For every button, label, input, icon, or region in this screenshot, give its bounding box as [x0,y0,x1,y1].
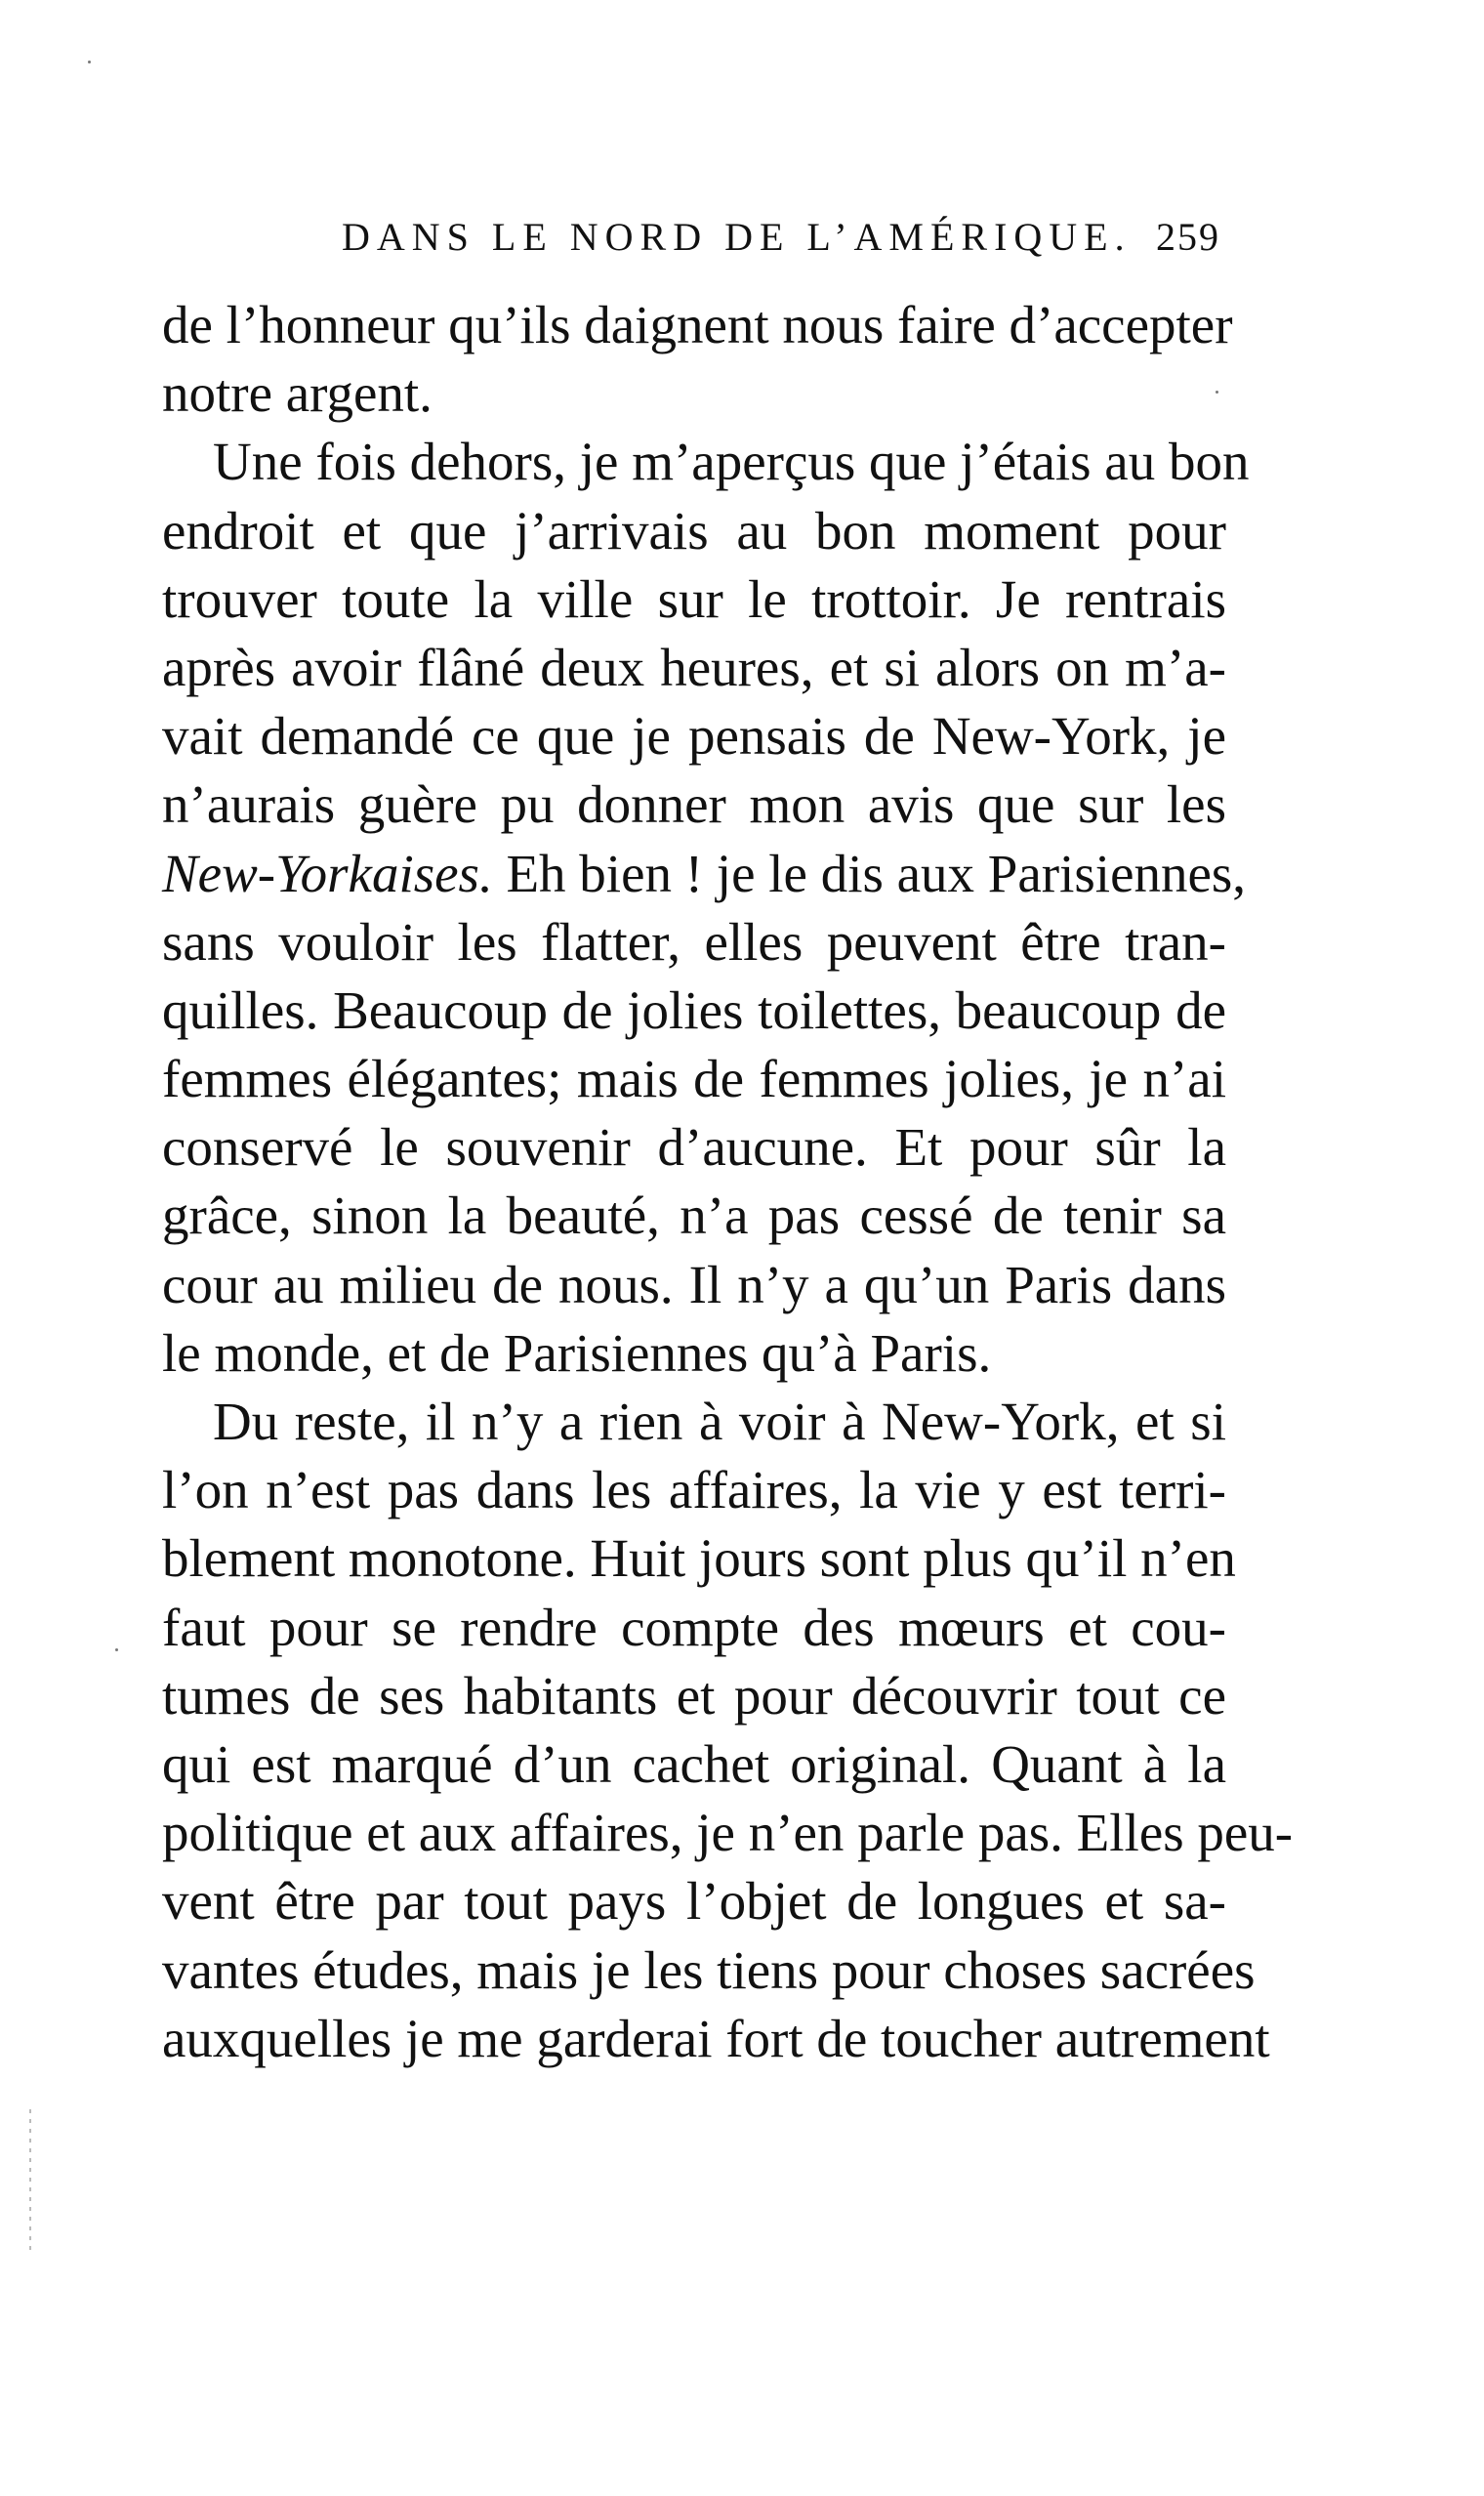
text-line: qui est marqué d’un cachet original. Quant à la [162,1733,1226,1794]
text-line: tumes de ses habitants et pour découvrir tout ce [162,1665,1226,1726]
italic-phrase: New-Yorkaises. [162,843,493,903]
text-line: trouver toute la ville sur le trottoir. Je rentrais [162,568,1226,629]
text-line: n’aurais guère pu donner mon avis que sur les [162,774,1226,835]
text-line: endroit et que j’arrivais au bon moment pour [162,500,1226,561]
page-number: 259 [1156,215,1220,259]
paper-speck [88,61,91,63]
text-line: femmes élégantes; mais de femmes jolies, je n’ai [162,1049,1226,1109]
text-line: politique et aux affaires, je n’en parle pas. Elles peu- [162,1803,1294,1863]
text-line: le monde, et de Parisiennes qu’à Paris. [162,1322,992,1383]
text-line: après avoir flâné deux heures, et si alors on m’a- [162,637,1226,697]
text-line: Du reste, il n’y a rien à voir à New-York, et si [213,1392,1226,1451]
text-line: vent être par tout pays l’objet de longues et sa- [162,1871,1226,1932]
text-line: notre argent. [162,363,433,424]
text-line: vait demandé ce que je pensais de New-York, je [162,706,1226,767]
text-line: l’on n’est pas dans les affaires, la vie y est terri- [162,1460,1226,1520]
text-line: auxquelles je me garderai fort de toucher autrement [162,2008,1270,2068]
text-line: quilles. Beaucoup de jolies toilettes, beaucoup de [162,979,1226,1040]
text-line: cour au milieu de nous. Il n’y a qu’un Paris dans [162,1254,1226,1314]
text-line: de l’honneur qu’ils daignent nous faire d’accepter [162,295,1233,354]
running-header [342,213,1220,262]
text-line [162,840,1247,908]
margin-mark [29,2109,31,2256]
text-line: conservé le souvenir d’aucune. Et pour sûr la [162,1117,1226,1178]
text-line: grâce, sinon la beauté, n’a pas cessé de tenir sa [162,1186,1226,1246]
text-line: faut pour se rendre compte des mœurs et cou- [162,1597,1226,1657]
body-text [162,291,1294,2073]
paper-speck [115,1648,118,1651]
text-line: Une fois dehors, je m’aperçus que j’étais au bon [213,432,1250,492]
text-line: sans vouloir les flatter, elles peuvent être tran- [162,911,1226,972]
text-fragment: Eh bien ! je le dis aux Parisiennes, [492,843,1247,903]
text-line: vantes études, mais je les tiens pour choses sacrées [162,1939,1256,2000]
running-title: DANS LE NORD DE L’AMÉRIQUE. [342,215,1132,259]
text-line: blement monotone. Huit jours sont plus qu’il n’en [162,1528,1236,1589]
